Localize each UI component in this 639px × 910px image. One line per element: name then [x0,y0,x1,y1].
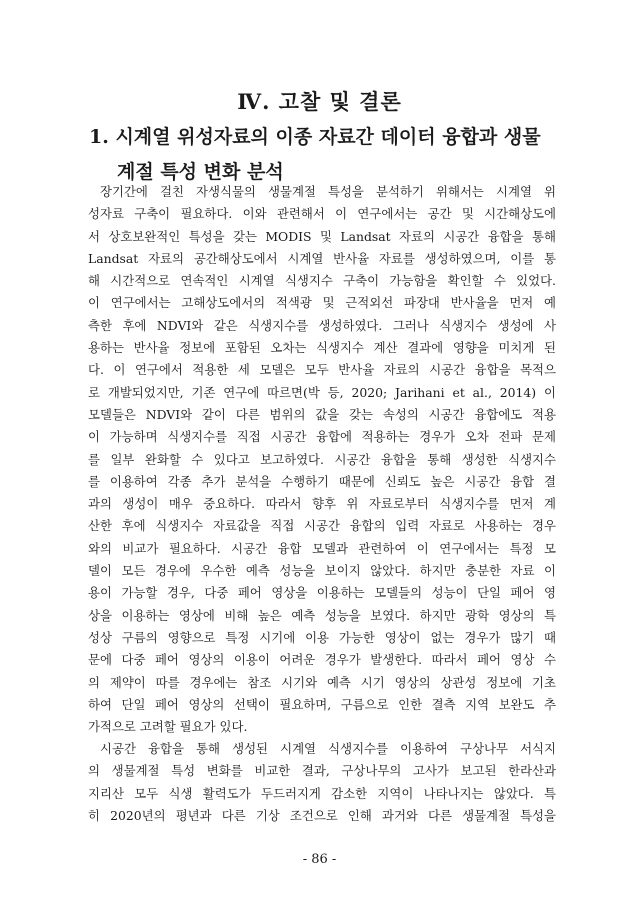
paragraph-line: 모델들은 NDVI와 같이 다른 범위의 값을 갖는 속성의 시공간 융합에도 적용 [88,406,556,422]
paragraph-line: 를 이용하여 각종 추가 분석을 수행하기 때문에 신뢰도 높은 시공간 융합 결 [88,473,556,489]
paragraph-line: 와의 비교가 필요하다. 시공간 융합 모델과 관련하여 이 연구에서는 특정 모 [88,540,556,556]
paragraph-line: 의 제약이 따를 경우에는 참조 시기와 예측 시기 영상의 상관성 정보에 기초 [88,674,556,690]
paragraph-line: 다. 이 연구에서 적용한 세 모델은 모두 반사율 자료의 시공간 융합을 목적으 [88,362,556,378]
paragraph-line: 이 연구에서는 고해상도에서의 적색광 및 근적외선 파장대 반사율을 먼저 예 [88,295,556,311]
paragraph-line: 가적으로 고려할 필요가 있다. [88,719,248,735]
paragraph-line: 의 생물계절 특성 변화를 비교한 결과, 구상나무의 고사가 보고된 한라산과 [88,763,556,779]
chapter-title: Ⅳ. 고찰 및 결론 [237,89,402,114]
page-number: - 86 - [302,852,337,867]
paragraph-line: 장기간에 걸친 자생식물의 생물계절 특성을 분석하기 위해서는 시계열 위 [100,184,556,199]
paragraph-line: 문에 다중 페어 영상의 이용이 어려운 경우가 발생한다. 따라서 페어 영상 수 [88,652,556,668]
paragraph-line: 를 일부 완화할 수 있다고 보고하였다. 시공간 융합을 통해 생성한 식생지수 [88,451,556,467]
section-title-line-2: 계절 특성 변화 분석 [117,161,284,183]
section-title-line-1: 1. 시계열 위성자료의 이종 자료간 데이터 융합과 생물 [89,126,541,148]
paragraph-line: 히 2020년의 평년과 다른 기상 조건으로 인해 과거와 다른 생물계절 특성을 [88,807,556,823]
paragraph-line: 산한 후에 식생지수 자료값을 직접 시공간 융합의 입력 자료로 사용하는 경우 [88,518,556,534]
paragraph-line: 지리산 모두 식생 활력도가 두드러지게 감소한 지역이 나타나지는 않았다. 특 [88,785,556,801]
paragraph-line: 상을 이용하는 영상에 비해 높은 예측 성능을 보였다. 하지만 광학 영상의 특 [88,607,556,623]
paragraph-line: Landsat 자료의 공간해상도에서 시계열 반사율 자료를 생성하였으며, 이를 통 [88,250,556,266]
section-title [89,120,569,190]
paragraph-line: 하여 단일 페어 영상의 선택이 필요하며, 구름으로 인한 결측 지역 보완도 추 [88,696,556,712]
paragraph-line: 용이 가능할 경우, 다중 페어 영상을 이용하는 모델들의 성능이 단일 페어 영 [88,585,556,601]
paragraph-line: 로 개발되었지만, 기존 연구에 따르면(박 등, 2020; Jarihani et al., 2014) 이 [88,384,556,400]
body-paragraph-1 [88,181,556,738]
paragraph-line: 시공간 융합을 통해 생성된 시계열 식생지수를 이용하여 구상나무 서식지 [100,741,556,756]
paragraph-line: 과의 생성이 매우 중요하다. 따라서 향후 위 자료로부터 식생지수를 먼저 계 [88,496,556,512]
paragraph-line: 서 상호보완적인 특성을 갖는 MODIS 및 Landsat 자료의 시공간 융합을 통해 [88,228,556,244]
body-paragraph-2 [88,738,556,827]
paragraph-line: 성상 구름의 영향으로 특정 시기에 이용 가능한 영상이 없는 경우가 많기 때 [88,629,556,645]
paragraph-line: 델이 모든 경우에 우수한 예측 성능을 보이지 않았다. 하지만 충분한 자료 이 [88,563,556,579]
paragraph-line: 용하는 반사율 정보에 포함된 오차는 식생지수 계산 결과에 영향을 미치게 된 [88,340,556,356]
paragraph-line: 성자료 구축이 필요하다. 이와 관련해서 이 연구에서는 공간 및 시간해상도에 [88,206,556,222]
paragraph-line: 측한 후에 NDVI와 같은 식생지수를 생성하였다. 그러나 식생지수 생성에 사 [88,317,556,333]
paragraph-line: 해 시간적으로 연속적인 시계열 식생지수 구축이 가능함을 확인할 수 있었다. [88,273,556,289]
paragraph-line: 이 가능하며 식생지수를 직접 시공간 융합에 적용하는 경우가 오차 전파 문제 [88,429,556,445]
